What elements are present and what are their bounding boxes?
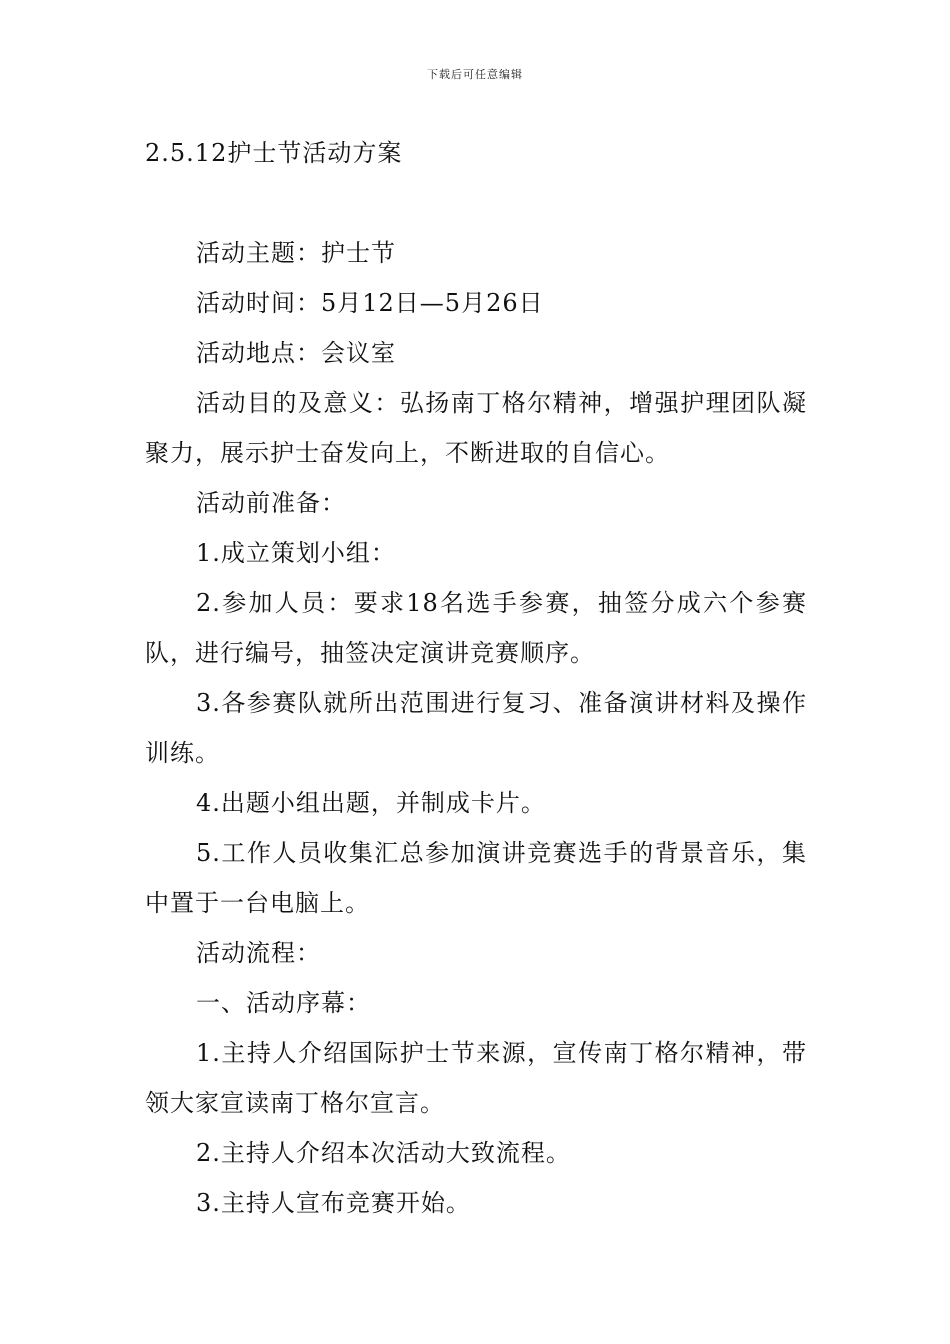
paragraph-prep-item-4: 4.出题小组出题，并制成卡片。 — [196, 789, 546, 817]
paragraph-section-one: 一、活动序幕： — [196, 989, 371, 1017]
paragraph-prep-item-2: 2.参加人员：要求18名选手参赛，抽签分成六个参赛队，进行编号，抽签决定演讲竞赛顺序。 — [145, 589, 807, 667]
paragraph-theme: 活动主题：护士节 — [196, 239, 396, 267]
paragraph-step-3: 3.主持人宣布竞赛开始。 — [196, 1189, 471, 1217]
document-title: 2.5.12护士节活动方案 — [145, 139, 403, 167]
paragraph-prep-item-3: 3.各参赛队就所出范围进行复习、准备演讲材料及操作训练。 — [145, 689, 807, 767]
document-body — [145, 228, 807, 1228]
paragraph-location: 活动地点：会议室 — [196, 339, 396, 367]
page-header-note: 下载后可任意编辑 — [427, 68, 523, 81]
paragraph-step-2: 2.主持人介绍本次活动大致流程。 — [196, 1139, 571, 1167]
paragraph-step-1: 1.主持人介绍国际护士节来源，宣传南丁格尔精神，带领大家宣读南丁格尔宣言。 — [145, 1039, 807, 1117]
paragraph-purpose: 活动目的及意义：弘扬南丁格尔精神，增强护理团队凝聚力，展示护士奋发向上，不断进取的自信心。 — [145, 389, 807, 467]
paragraph-prep-item-5: 5.工作人员收集汇总参加演讲竞赛选手的背景音乐，集中置于一台电脑上。 — [145, 839, 807, 917]
paragraph-time: 活动时间：5月12日—5月26日 — [196, 289, 544, 317]
paragraph-prep-item-1: 1.成立策划小组： — [196, 539, 396, 567]
paragraph-process-heading: 活动流程： — [196, 939, 321, 967]
paragraph-preparation-heading: 活动前准备： — [196, 489, 346, 517]
